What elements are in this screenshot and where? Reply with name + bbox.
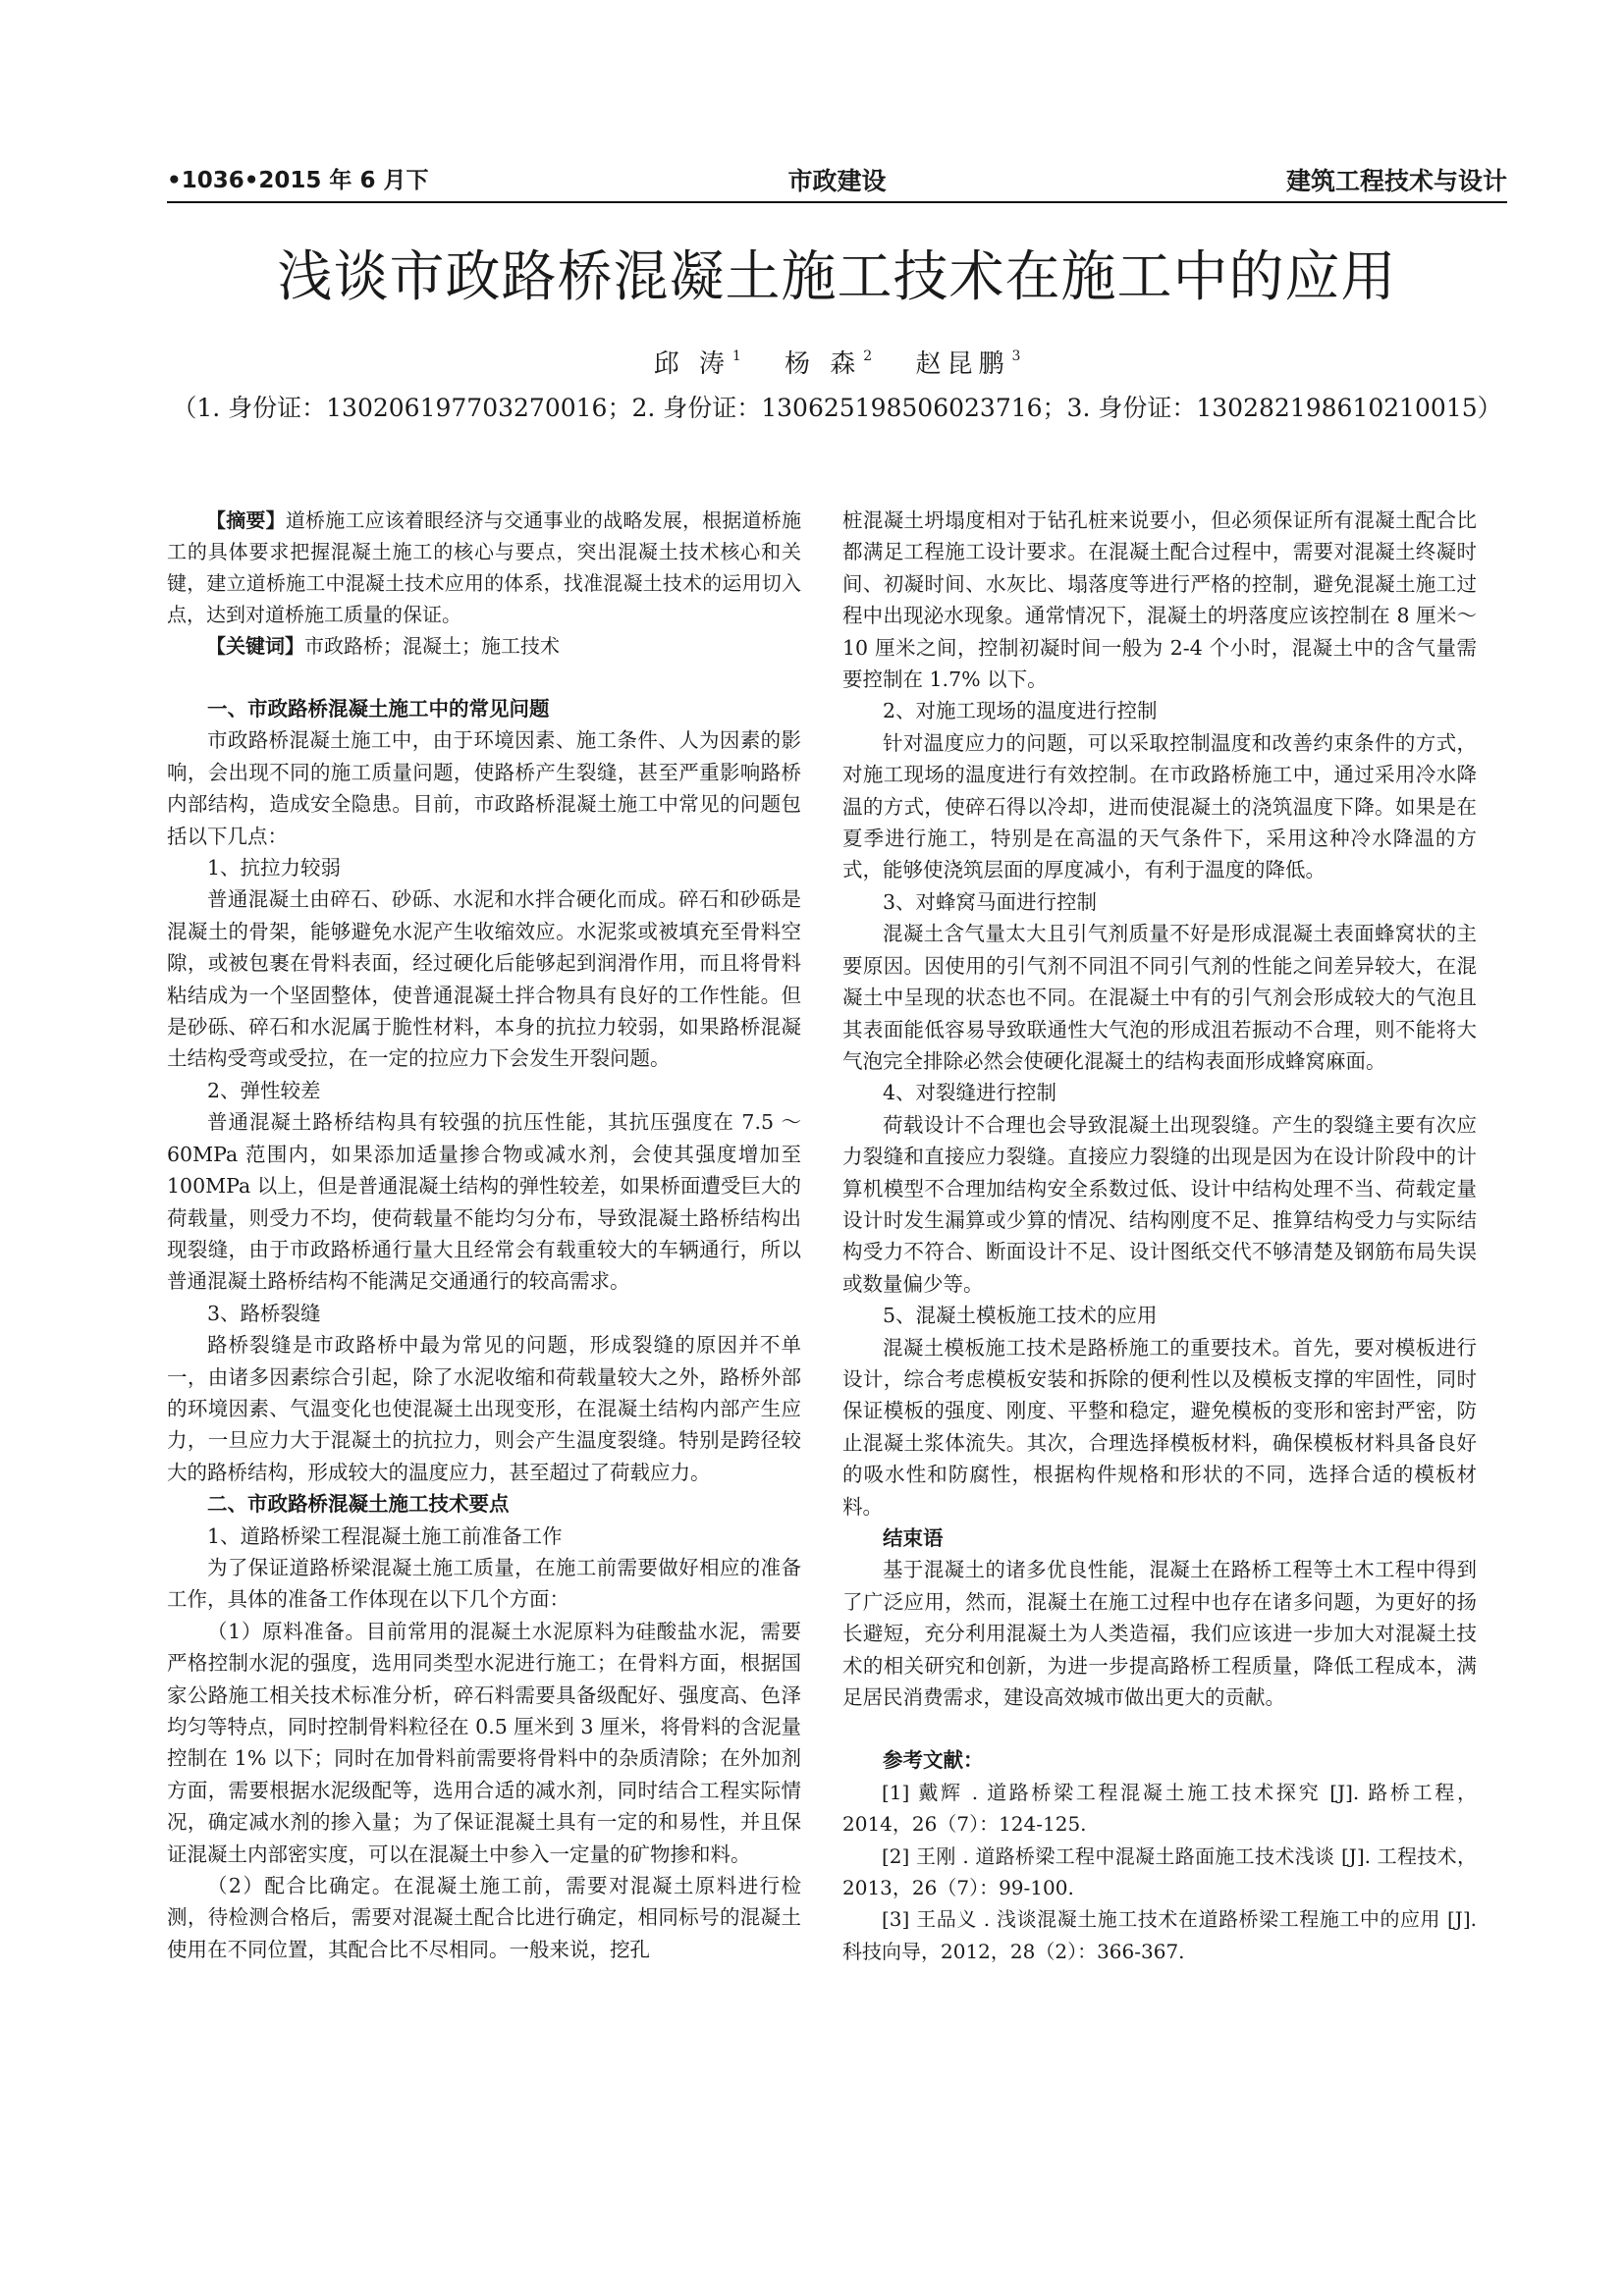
header-journal-column: 建筑工程技术与设计	[1285, 167, 1507, 195]
paragraph: （1）原料准备。目前常用的混凝土水泥原料为硅酸盐水泥，需要严格控制水泥的强度，选用同类型水泥进行施工；在骨料方面，根据国家公路施工相关技术标准分析，碎石料需要具备级配好、强度高、色泽均匀等特点，同时控制骨料粒径在 0.5 厘米到 3 厘米，将骨料的含泥量控制在 1% 以下；同时在加骨料前需要将骨料中的杂质清除；在外加剂方面，需要根据水泥级配等，选用合适的减水剂，同时结合工程实际情况，确定减水剂的掺入量；为了保证混凝土具有一定的和易性，并且保证混凝土内部密实度，可以在混凝土中参入一定量的矿物掺和料。	[167, 1619, 801, 1866]
paragraph: 基于混凝土的诸多优良性能，混凝土在路桥工程等土木工程中得到了广泛应用，然而，混凝土在施工过程中也存在诸多问题，为更好的扬长避短，充分利用混凝土为人类造福，我们应该进一步加大对混凝土技术的相关研究和创新，为进一步提高路桥工程质量，降低工程成本，满足居民消费需求，建设高效城市做出更大的贡献。	[842, 1558, 1477, 1710]
abstract: 【摘要】道桥施工应该着眼经济与交通事业的战略发展，根据道桥施工的具体要求把握混凝土施工的核心与要点，突出混凝土技术核心和关键，建立道桥施工中混凝土技术应用的体系，找准混凝土技术的运用切入点，达到对道桥施工质量的保证。	[167, 508, 802, 626]
paragraph: 桩混凝土坍塌度相对于钻孔桩来说要小，但必须保证所有混凝土配合比都满足工程施工设计要求。在混凝土配合过程中，需要对混凝土终凝时间、初凝时间、水灰比、塌落度等进行严格的控制，避免混凝土施工过程中出现泌水现象。通常情况下，混凝土的坍落度应该控制在 8 厘米～ 10 厘米之间，控制初凝时间一般为 2-4 个小时，混凝土中的含气量需要控制在 1.7% 以下。	[842, 508, 1477, 692]
left-column	[167, 505, 801, 1965]
author-2: 杨 森 $^2$	[785, 348, 873, 379]
reference-item: [3] 王品义 . 浅谈混凝土施工技术在道路桥梁工程施工中的应用 [J]. 科技向导，2012，28（2）：366-367.	[842, 1907, 1477, 1963]
subsection-heading: 4、对裂缝进行控制	[883, 1081, 1057, 1105]
paragraph: 为了保证道路桥梁混凝土施工质量，在施工前需要做好相应的准备工作，具体的准备工作体现在以下几个方面：	[167, 1555, 801, 1612]
paragraph: 市政路桥混凝土施工中，由于环境因素、施工条件、人为因素的影响，会出现不同的施工质量问题，使路桥产生裂缝，甚至严重影响路桥内部结构，造成安全隐患。目前，市政路桥混凝土施工中常见的问题包括以下几点：	[167, 728, 801, 848]
paragraph: 路桥裂缝是市政路桥中最为常见的问题，形成裂缝的原因并不单一，由诸多因素综合引起，除了水泥收缩和荷载量较大之外，路桥外部的环境因素、气温变化也使混凝土出现变形，在混凝土结构内部产生应力，一旦应力大于混凝土的抗拉力，则会产生温度裂缝。特别是跨径较大的路桥结构，形成较大的温度应力，甚至超过了荷载应力。	[167, 1333, 801, 1484]
section-1-heading: 一、市政路桥混凝土施工中的常见问题	[207, 697, 550, 721]
author-3: 赵昆鹏 $^3$	[915, 348, 1021, 379]
running-header	[167, 162, 1507, 201]
subsection-heading: 3、对蜂窝马面进行控制	[883, 889, 1098, 914]
right-column	[842, 505, 1477, 1967]
paragraph: 荷载设计不合理也会导致混凝土出现裂缝。产生的裂缝主要有次应力裂缝和直接应力裂缝。直接应力裂缝的出现是因为在设计阶段中的计算机模型不合理加结构安全系数过低、设计中结构处理不当、荷载定量设计时发生漏算或少算的情况、结构刚度不足、推算结构受力与实际结构受力不符合、断面设计不足、设计图纸交代不够清楚及钢筋布局失误或数量偏少等。	[842, 1112, 1477, 1296]
reference-item: [2] 王刚 . 道路桥梁工程中混凝土路面施工技术浅谈 [J]. 工程技术，2013，26（7）：99-100.	[842, 1843, 1477, 1900]
header-rule	[167, 201, 1507, 203]
keywords: 【关键词】市政路桥；混凝土；施工技术	[206, 634, 560, 658]
subsection-heading: 5、混凝土模板施工技术的应用	[883, 1304, 1158, 1328]
subsection-heading: 1、道路桥梁工程混凝土施工前准备工作	[207, 1523, 563, 1548]
author-affiliation: （1. 身份证：130206197703270016；2. 身份证：130625198506023716；3. 身份证：130282198610210015）	[172, 394, 1502, 422]
paragraph: 普通混凝土路桥结构具有较强的抗压性能，其抗压强度在 7.5 ～ 60MPa 范围内，如果添加适量掺合物或减水剂，会使其强度增加至 100MPa 以上，但是普通混凝土结构的弹性较差，如果桥面遭受巨大的荷载量，则受力不均，使荷载量不能均匀分布，导致混凝土路桥结构出现裂缝，由于市政路桥通行量大且经常会有载重较大的车辆通行，所以普通混凝土路桥结构不能满足交通通行的较高需求。	[167, 1110, 801, 1294]
paragraph: 混凝土含气量太大且引气剂质量不好是形成混凝土表面蜂窝状的主要原因。因使用的引气剂不同沮不同引气剂的性能之间差异较大，在混凝土中呈现的状态也不同。在混凝土中有的引气剂会形成较大的气泡且其表面能低容易导致联通性大气泡的形成沮若振动不合理，则不能将大气泡完全排除必然会使硬化混凝土的结构表面形成蜂窝麻面。	[842, 922, 1477, 1073]
subsection-heading: 3、路桥裂缝	[207, 1301, 321, 1325]
references-heading: 参考文献：	[883, 1748, 984, 1773]
header-section: 市政建设	[787, 167, 887, 195]
subsection-heading: 2、对施工现场的温度进行控制	[883, 699, 1158, 723]
article-title: 浅谈市政路桥混凝土施工技术在施工中的应用	[277, 245, 1397, 309]
author-list	[167, 339, 1507, 382]
paragraph: （2）配合比确定。在混凝土施工前，需要对混凝土原料进行检测，待检测合格后，需要对混凝土配合比进行确定，相同标号的混凝土使用在不同位置，其配合比不尽相同。一般来说，挖孔	[167, 1874, 801, 1961]
author-1: 邱 涛 $^1$	[653, 348, 741, 379]
conclusion-heading: 结束语	[883, 1526, 944, 1550]
section-2-heading: 二、市政路桥混凝土施工技术要点	[207, 1492, 510, 1517]
subsection-heading: 2、弹性较差	[207, 1078, 321, 1102]
paragraph: 普通混凝土由碎石、砂砾、水泥和水拌合硬化而成。碎石和砂砾是混凝土的骨架，能够避免水泥产生收缩效应。水泥浆或被填充至骨料空隙，或被包裹在骨料表面，经过硬化后能够起到润滑作用，而且将骨料粘结成为一个坚固整体，使普通混凝土拌合物具有良好的工作性能。但是砂砾、碎石和水泥属于脆性材料，本身的抗拉力较弱，如果路桥混凝土结构受弯或受拉，在一定的拉应力下会发生开裂问题。	[167, 887, 801, 1071]
paragraph: 针对温度应力的问题，可以采取控制温度和改善约束条件的方式，对施工现场的温度进行有效控制。在市政路桥施工中，通过采用冷水降温的方式，使碎石得以冷却，进而使混凝土的浇筑温度下降。如果是在夏季进行施工，特别是在高温的天气条件下，采用这种冷水降温的方式，能够使浇筑层面的厚度减小，有利于温度的降低。	[842, 730, 1477, 882]
header-issue: •1036•2015 年 6 月下	[167, 168, 429, 193]
reference-item: [1] 戴辉 . 道路桥梁工程混凝土施工技术探究 [J]. 路桥工程，2014，26（7）：124-125.	[842, 1780, 1477, 1837]
subsection-heading: 1、抗拉力较弱	[207, 856, 342, 881]
paragraph: 混凝土模板施工技术是路桥施工的重要技术。首先，要对模板进行设计，综合考虑模板安装和拆除的便利性以及模板支撑的牢固性，同时保证模板的强度、刚度、平整和稳定，避免模板的变形和密封严密，防止混凝土浆体流失。其次，合理选择模板材料，确保模板材料具备良好的吸水性和防腐性，根据构件规格和形状的不同，选择合适的模板材料。	[842, 1335, 1477, 1519]
